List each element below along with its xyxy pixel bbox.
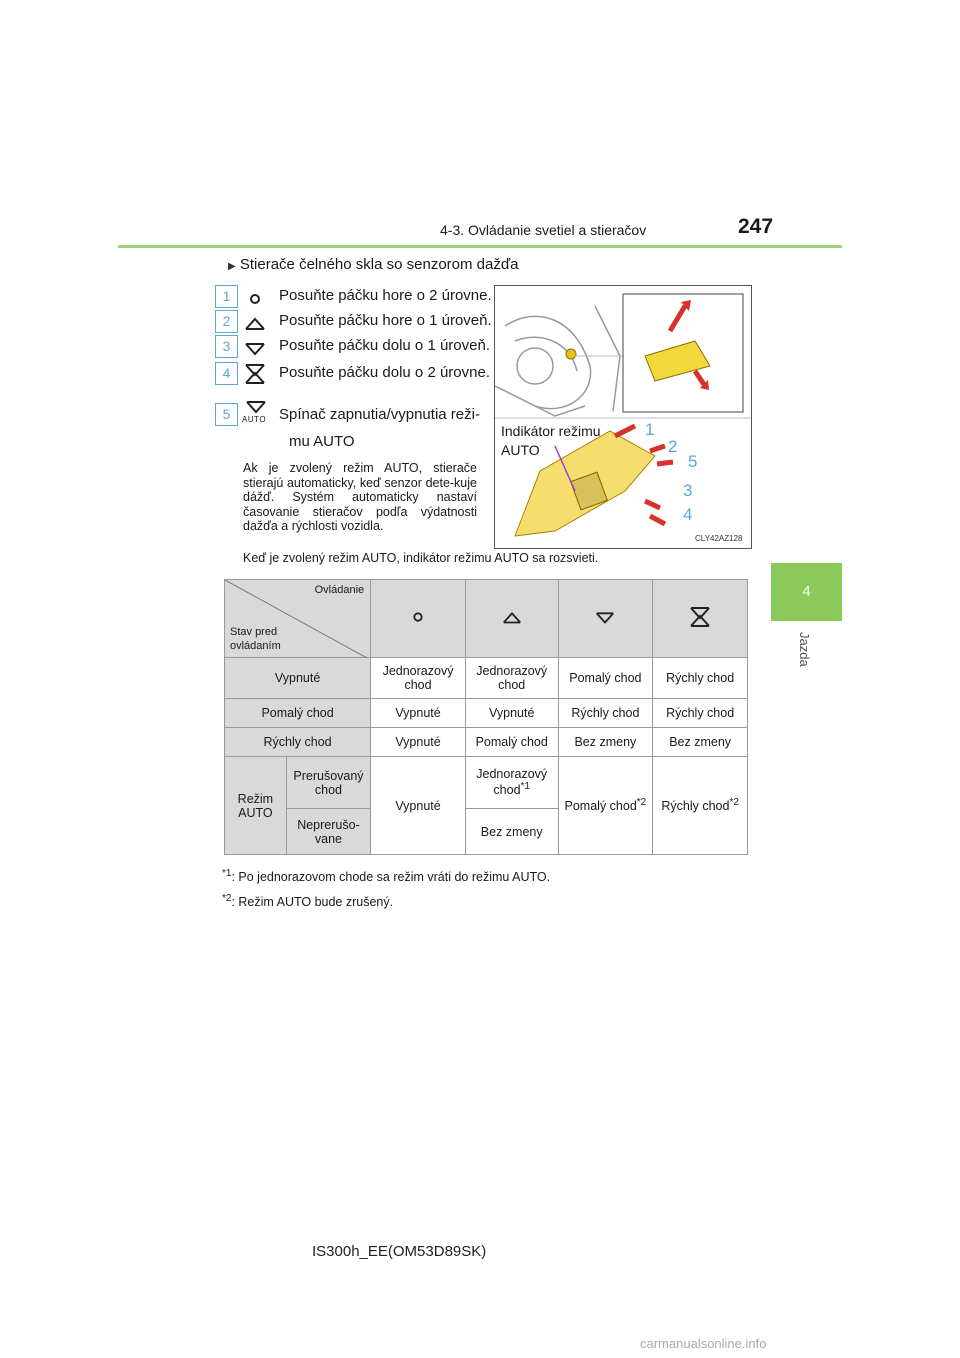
state-auto-line2: AUTO	[238, 805, 273, 820]
auto-indicator-note: Keď je zvolený režim AUTO, indikátor režimu AUTO sa rozsvieti.	[243, 551, 599, 565]
table-cell: Bez zmeny	[465, 809, 558, 855]
table-cell: Bez zmeny	[653, 728, 748, 757]
item-text-5-line1: Spínač zapnutia/vypnutia reži-	[279, 406, 480, 423]
header-slow-wipe	[465, 580, 558, 658]
auto-icon-label: AUTO	[242, 415, 267, 424]
footnote-ref: *2	[729, 797, 739, 809]
state-off: Vypnuté	[225, 658, 371, 699]
number-badge-4: 4	[215, 362, 238, 385]
auto-mode-description: Ak je zvolený režim AUTO, stierače stierajú automaticky, keď senzor dete-kuje dážď. Systém automaticky nastaví časovanie stieračov podľa výdatnosti dažďa a rýchlosti vozidla.	[243, 461, 477, 533]
state-auto-continuous: Neprerušo-vane	[286, 809, 370, 855]
table-cell: Vypnuté	[465, 699, 558, 728]
subheading-text: Stierače čelného skla so senzorom dažďa	[239, 256, 519, 273]
table-cell: Rýchly chod	[653, 658, 748, 699]
header-high-speed-wipe	[653, 580, 748, 658]
figure-label-4: 4	[683, 505, 693, 524]
corner-operation-label: Ovládanie	[314, 584, 365, 596]
figure-code: CLY42AZ128	[695, 534, 743, 543]
table-cell-fast	[653, 757, 748, 855]
wiper-operation-table	[224, 579, 748, 855]
chapter-tab: 4	[771, 563, 842, 621]
page-number: 247	[738, 215, 774, 238]
auto-mode-icon	[241, 398, 271, 428]
table-cell: Pomalý chod	[558, 658, 653, 699]
footnote-ref: *1	[520, 781, 530, 793]
figure-label-5: 5	[688, 452, 698, 471]
number-badge-2: 2	[215, 310, 238, 333]
state-auto-line1: Režim	[237, 791, 274, 806]
table-cell: Vypnuté	[371, 699, 466, 728]
state-fast: Rýchly chod	[225, 728, 371, 757]
item-text-3: Posuňte páčku dolu o 1 úroveň.	[279, 337, 490, 354]
cell-text: Rýchly chod	[661, 799, 730, 814]
cell-text: Pomalý chod	[564, 799, 637, 814]
cell-text: Jednorazový chod	[476, 767, 548, 798]
subheading	[228, 256, 518, 273]
table-cell: Vypnuté	[371, 728, 466, 757]
footnote-2	[222, 893, 393, 909]
table-cell-slow	[558, 757, 653, 855]
high-speed-wipe-icon	[688, 605, 712, 629]
item-text-1: Posuňte páčku hore o 2 úrovne.	[279, 287, 492, 304]
footnote-1-text: : Po jednorazovom chode sa režim vráti do režimu AUTO.	[231, 870, 551, 885]
high-speed-wipe-icon	[243, 362, 267, 386]
single-wipe-icon	[243, 286, 267, 310]
footnote-2-mark: *2	[222, 893, 232, 904]
slow-wipe-icon	[501, 606, 523, 628]
slow-wipe-icon	[243, 311, 267, 335]
wiper-lever-figure	[494, 285, 752, 549]
fast-wipe-icon	[243, 336, 267, 360]
footnote-ref: *2	[636, 797, 647, 809]
state-auto	[225, 757, 287, 855]
item-text-4: Posuňte páčku dolu o 2 úrovne.	[279, 364, 490, 381]
footnote-1-mark: *1	[222, 868, 232, 879]
section-title: 4-3. Ovládanie svetiel a stieračov	[440, 222, 647, 238]
number-badge-3: 3	[215, 335, 238, 358]
fast-wipe-icon	[594, 606, 616, 628]
document-code: IS300h_EE(OM53D89SK)	[312, 1243, 487, 1260]
watermark: carmanualsonline.info	[640, 1336, 767, 1351]
table-corner-cell	[225, 580, 371, 658]
item-text-5-line2: mu AUTO	[289, 433, 355, 450]
wiper-lever-illustration	[495, 286, 751, 548]
table-cell: Pomalý chod	[465, 728, 558, 757]
table-cell: Bez zmeny	[558, 728, 653, 757]
corner-state-label-2: ovládaním	[230, 640, 281, 652]
chapter-label: Jazda	[797, 632, 812, 667]
table-cell: Jednorazový chod	[371, 658, 466, 699]
arrow-bullet-icon: ▶	[228, 261, 236, 272]
table-cell: Rýchly chod	[653, 699, 748, 728]
number-badge-1: 1	[215, 285, 238, 308]
table-cell: Rýchly chod	[558, 699, 653, 728]
table-cell: Jednorazový chod	[465, 658, 558, 699]
figure-callout-line1: Indikátor režimu	[501, 423, 601, 439]
single-wipe-icon	[407, 606, 429, 628]
item-text-2: Posuňte páčku hore o 1 úroveň.	[279, 312, 492, 329]
corner-state-label-1: Stav pred	[230, 626, 278, 638]
number-badge-5: 5	[215, 403, 238, 426]
table-cell-once	[465, 757, 558, 809]
header-rule	[118, 245, 842, 248]
footnote-2-text: : Režim AUTO bude zrušený.	[231, 895, 394, 910]
header-fast-wipe	[558, 580, 653, 658]
figure-label-2: 2	[668, 437, 678, 456]
header-single-wipe	[371, 580, 466, 658]
state-auto-intermittent: Prerušovaný chod	[286, 757, 370, 809]
figure-label-3: 3	[683, 481, 693, 500]
figure-callout-line2: AUTO	[501, 442, 540, 458]
state-slow: Pomalý chod	[225, 699, 371, 728]
figure-label-1: 1	[645, 420, 655, 439]
footnote-1	[222, 868, 550, 884]
table-cell: Vypnuté	[371, 757, 466, 855]
